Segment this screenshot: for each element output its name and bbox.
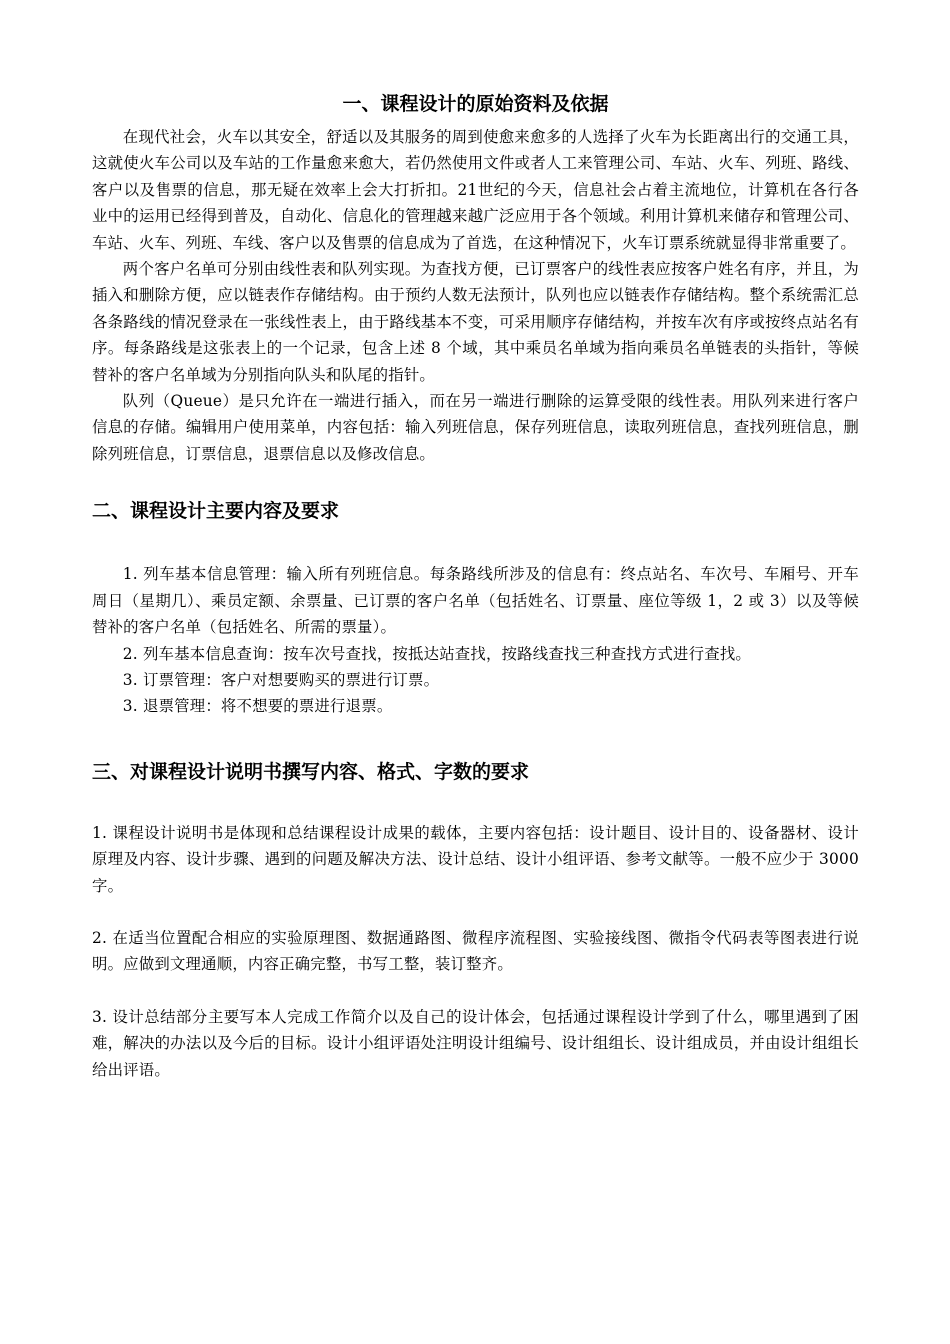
section2-heading: 二、课程设计主要内容及要求	[92, 500, 340, 523]
document-content	[92, 92, 859, 1083]
section3-heading: 三、对课程设计说明书撰写内容、格式、字数的要求	[92, 760, 530, 783]
writing-requirement-item-3: 3. 设计总结部分主要写本人完成工作简介以及自己的设计体会，包括通过课程设计学到了什么，哪里遇到了困难，解决的办法以及今后的目标。设计小组评语处注明设计组编号、设计组组长、设计组成员，并由设计组组长给出评语。	[92, 1007, 859, 1079]
requirement-item-4: 3. 退票管理：将不想要的票进行退票。	[122, 697, 393, 716]
section-main-content	[92, 499, 859, 719]
requirement-item-1: 1. 列车基本信息管理：输入所有列班信息。每条路线所涉及的信息有：终点站名、车次号、车厢号、开车周日（星期几）、乘员定额、余票量、已订票的客户名单（包括姓名、订票量、座位等级 1，2 或 3）以及等候替补的客户名单（包括姓名、所需的票量）。	[92, 565, 859, 637]
writing-requirement-item-2: 2. 在适当位置配合相应的实验原理图、数据通路图、微程序流程图、实验接线图、微指令代码表等图表进行说明。应做到文理通顺，内容正确完整，书写工整，装订整齐。	[92, 928, 859, 974]
writing-requirement-item-1: 1. 课程设计说明书是体现和总结课程设计成果的载体，主要内容包括：设计题目、设计目的、设备器材、设计原理及内容、设计步骤、遇到的问题及解决方法、设计总结、设计小组评语、参考文献等。一般不应少于 3000 字。	[92, 823, 859, 895]
section1-paragraph-3: 队列（Queue）是只允许在一端进行插入，而在另一端进行删除的运算受限的线性表。用队列来进行客户信息的存储。编辑用户使用菜单，内容包括：输入列班信息，保存列班信息，读取列班信息，查找列班信息，删除列班信息，订票信息，退票信息以及修改信息。	[92, 392, 859, 463]
requirement-item-2: 2. 列车基本信息查询：按车次号查找，按抵达站查找，按路线查找三种查找方式进行查找。	[122, 644, 752, 663]
section1-paragraph-2: 两个客户名单可分别由线性表和队列实现。为查找方便，已订票客户的线性表应按客户姓名有序，并且，为插入和删除方便，应以链表作存储结构。由于预约人数无法预计，队列也应以链表作存储结构。整个系统需汇总各条路线的情况登录在一张线性表上，由于路线基本不变，可采用顺序存储结构，并按车次有序或按终点站名有序。每条路线是这张表上的一个记录，包含上述 8 个域，其中乘员名单域为指向乘员名单链表的头指针，等候替补的客户名单域为分别指向队头和队尾的指针。	[92, 260, 859, 384]
section2-requirements-list	[92, 561, 859, 719]
section3-requirements-list	[92, 820, 859, 1083]
section1-heading: 一、课程设计的原始资料及依据	[342, 93, 609, 115]
section1-paragraph-1: 在现代社会，火车以其安全，舒适以及其服务的周到使愈来愈多的人选择了火车为长距离出行的交通工具，这就使火车公司以及车站的工作量愈来愈大，若仍然使用文件或者人工来管理公司、车站、火车、列班、路线、客户以及售票的信息，那无疑在效率上会大打折扣。21世纪的今天，信息社会占着主流地位，计算机在各行各业中的运用已经得到普及，自动化、信息化的管理越来越广泛应用于各个领域。利用计算机来储存和管理公司、车站、火车、列班、车线、客户以及售票的信息成为了首选，在这种情况下，火车订票系统就显得非常重要了。	[92, 128, 859, 252]
requirement-item-3: 3. 订票管理：客户对想要购买的票进行订票。	[122, 670, 440, 689]
section-original-materials	[92, 92, 859, 467]
section-writing-requirements	[92, 760, 859, 1083]
